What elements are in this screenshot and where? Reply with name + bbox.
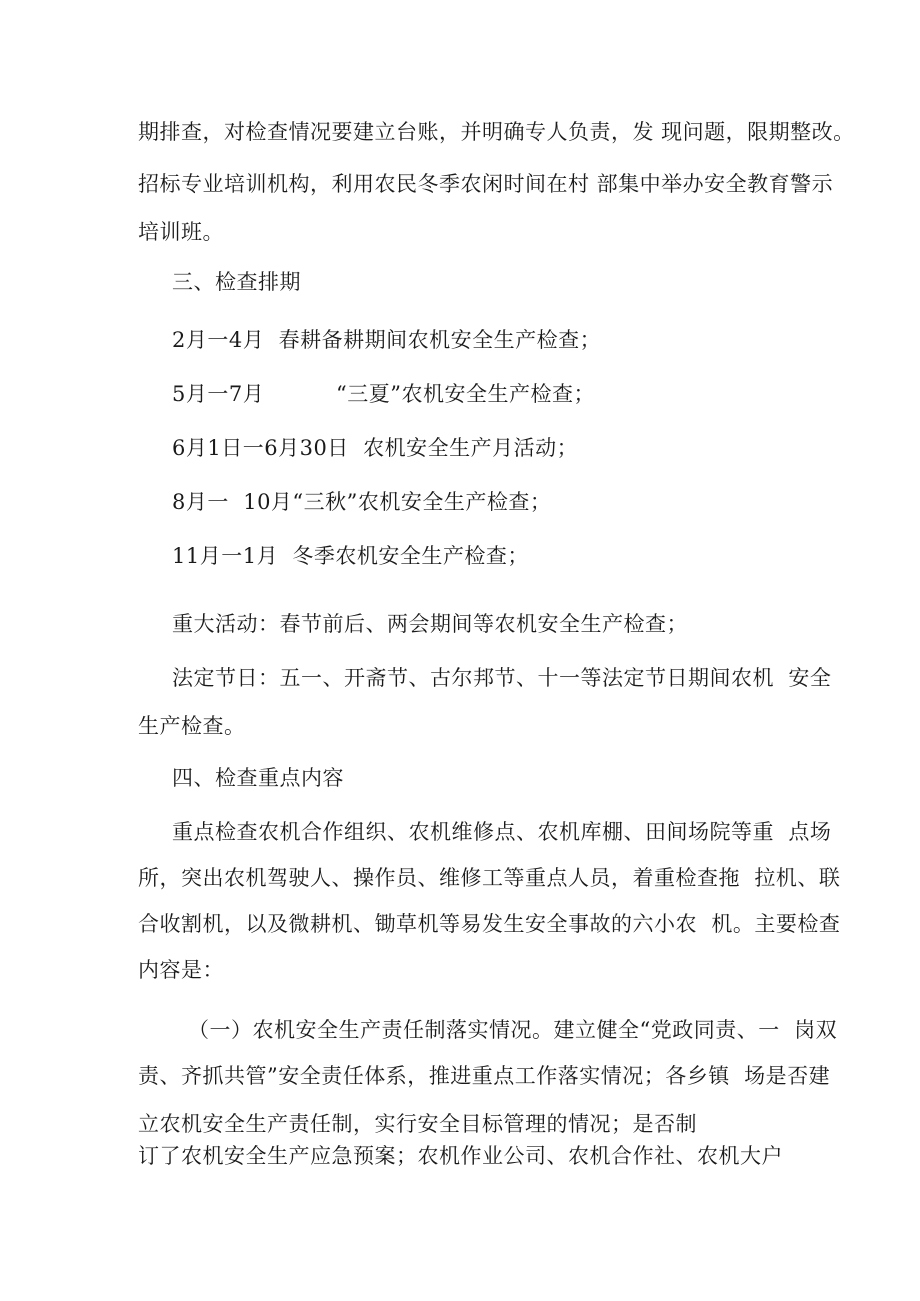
paragraph-line: 生产检查。 [138,714,246,738]
paragraph-line: 招标专业培训机构，利用农民冬季农闲时间在村 部集中举办安全教育警示 [138,172,834,196]
paragraph-line: 立农机安全生产责任制，实行安全目标管理的情况；是否制 [138,1112,697,1136]
schedule-item: 5月一7月 “三夏”农机安全生产检查； [172,382,595,406]
schedule-item: 6月1日一6月30日 农机安全生产月活动； [172,436,579,460]
section-heading: 四、检查重点内容 [172,766,344,790]
schedule-item: 8月一 10月“三秋”农机安全生产检查； [172,490,552,514]
schedule-item: 2月一4月 春耕备耕期间农机安全生产检查； [172,328,602,352]
paragraph-line: （一）农机安全生产责任制落实情况。建立健全“党政同责、一 岗双 [188,1018,838,1042]
schedule-item: 11月一1月 冬季农机安全生产检查； [172,544,529,568]
paragraph-line: 所，突出农机驾驶人、操作员、维修工等重点人员，着重检查拖 拉机、联 [138,866,841,890]
paragraph-line: 内容是： [138,958,224,982]
paragraph-line: 法定节日：五一、开斋节、古尔邦节、十一等法定节日期间农机 安全 [172,666,832,690]
paragraph-line: 重点检查农机合作组织、农机维修点、农机库棚、田间场院等重 点场 [172,820,832,844]
paragraph-line: 培训班。 [138,220,224,244]
section-heading: 三、检查排期 [172,270,301,294]
paragraph-line: 期排查，对检查情况要建立台账，并明确专人负责，发 现问题，限期整改。 [138,120,855,144]
paragraph-line: 责、齐抓共管”安全责任体系，推进重点工作落实情况；各乡镇 场是否建 [138,1064,831,1088]
paragraph-line: 重大活动：春节前后、两会期间等农机安全生产检查； [172,612,688,636]
paragraph-line: 订了农机安全生产应急预案；农机作业公司、农机合作社、农机大户 [138,1144,783,1168]
paragraph-line: 合收割机，以及微耕机、锄草机等易发生安全事故的六小农 机。主要检查 [138,912,841,936]
